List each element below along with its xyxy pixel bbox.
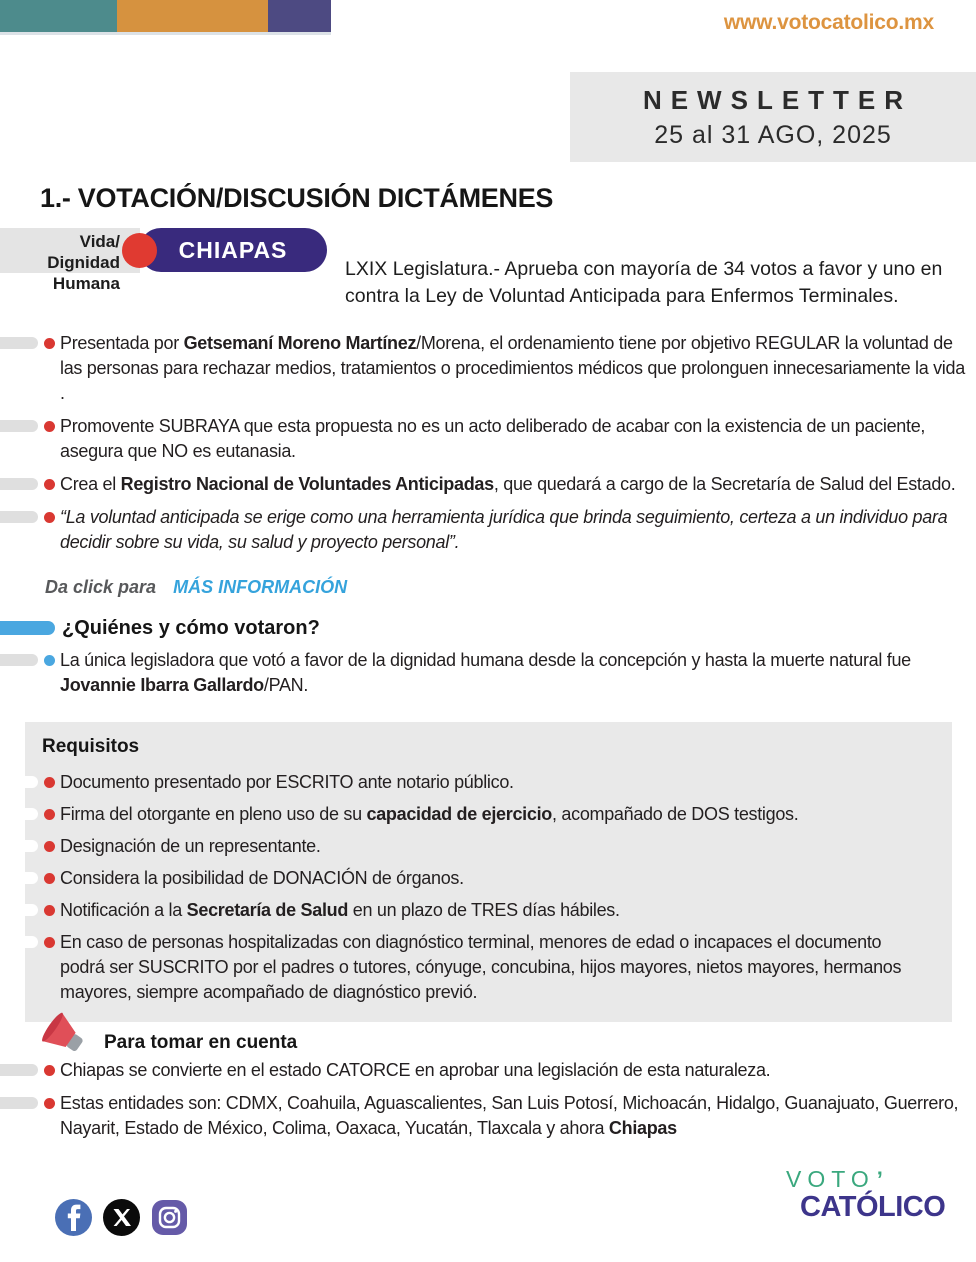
red-bullet-icon [44, 338, 55, 349]
category-line-2: Dignidad [47, 253, 120, 272]
bullet-strip [0, 654, 38, 666]
bullet-strip [0, 872, 38, 884]
bullet-text: Chiapas se convierte en el estado CATORCE en aprobar una legislación de esta naturaleza. [60, 1060, 771, 1080]
list-item [25, 898, 952, 923]
bullet-strip [0, 420, 38, 432]
red-bullet-icon [44, 777, 55, 788]
bullet-text: Notificación a la Secretaría de Salud en un plazo de TRES días hábiles. [60, 900, 620, 920]
state-badge: CHIAPAS [139, 228, 327, 272]
red-bullet-icon [44, 809, 55, 820]
logo-top-text: VOTO [786, 1166, 875, 1192]
lead-paragraph: LXIX Legislatura.- Aprueba con mayoría de 34 votos a favor y uno en contra la Ley de Voluntad Anticipada para Enfermos Terminales. [345, 257, 943, 307]
x-icon[interactable] [103, 1199, 140, 1236]
more-info-row [45, 577, 347, 598]
list-item [25, 770, 952, 795]
red-bullet-icon [44, 512, 55, 523]
red-bullet-icon [44, 873, 55, 884]
votes-bullet-list [0, 648, 976, 706]
bullet-text: Documento presentado por ESCRITO ante notario público. [60, 772, 514, 792]
blue-bar-icon [0, 621, 55, 635]
category-label [0, 231, 120, 294]
list-item [25, 802, 952, 827]
megaphone-icon [42, 1012, 94, 1064]
bullet-strip [0, 936, 38, 948]
bullet-text: Estas entidades son: CDMX, Coahuila, Aguascalientes, San Luis Potosí, Michoacán, Hidalgo, Guanajuato, Guerrero, Nayarit, Estado de México, Colima, Oaxaca, Yucatán, Tlaxcala y ahora Chiapas [60, 1093, 959, 1138]
note-heading [42, 1012, 297, 1064]
bullet-strip [0, 904, 38, 916]
red-bullet-icon [44, 1065, 55, 1076]
red-bullet-icon [44, 905, 55, 916]
bullet-strip [0, 1064, 38, 1076]
accent-bar-orange [117, 0, 268, 32]
requirements-heading: Requisitos [42, 736, 140, 757]
red-bullet-icon [44, 421, 55, 432]
bullet-text: Designación de un representante. [60, 836, 321, 856]
list-item [0, 414, 976, 464]
bullet-text: Presentada por Getsemaní Moreno Martínez/Morena, el ordenamiento tiene por objetivo REGULAR la voluntad de las personas para rechazar medios, tratamientos o procedimientos médicos que prolonguen innecesariamente la vida . [60, 333, 965, 403]
section-title: 1.- VOTACIÓN/DISCUSIÓN DICTÁMENES [40, 183, 554, 213]
red-dot-marker [122, 233, 157, 268]
more-info-prefix: Da click para [45, 577, 157, 597]
main-bullet-list [0, 331, 976, 563]
bullet-text: Promovente SUBRAYA que esta propuesta no es un acto deliberado de acabar con la existencia de un paciente, asegura que NO es eutanasia. [60, 416, 926, 461]
site-url-link[interactable]: www.votocatolico.mx [723, 11, 934, 34]
list-item [25, 930, 952, 1005]
newsletter-box [570, 72, 976, 162]
newsletter-date: 25 al 31 AGO, 2025 [654, 120, 892, 149]
bullet-strip [0, 776, 38, 788]
list-item [0, 505, 976, 555]
red-bullet-icon [44, 841, 55, 852]
requirements-box [25, 722, 952, 1022]
list-item [0, 1058, 976, 1083]
list-item [0, 331, 976, 406]
voto-catolico-logo [786, 1166, 946, 1224]
bullet-strip [0, 1097, 38, 1109]
accent-bar-teal [0, 0, 117, 32]
instagram-icon[interactable] [151, 1199, 188, 1236]
social-links [55, 1199, 188, 1236]
bullet-strip [0, 840, 38, 852]
bullet-strip [0, 511, 38, 523]
logo-accent-mark: ’ [876, 1167, 883, 1192]
votes-heading [0, 617, 320, 640]
list-item [0, 472, 976, 497]
bullet-text: La única legisladora que votó a favor de la dignidad humana desde la concepción y hasta la muerte natural fue Jovannie Ibarra Gallardo/PAN. [60, 650, 911, 695]
bullet-text: Considera la posibilidad de DONACIÓN de órganos. [60, 868, 464, 888]
votes-heading-text: ¿Quiénes y cómo votaron? [62, 617, 320, 639]
bullet-text: Firma del otorgante en pleno uso de su capacidad de ejercicio, acompañado de DOS testigos. [60, 804, 799, 824]
category-line-1: Vida/ [79, 232, 120, 251]
red-bullet-icon [44, 479, 55, 490]
facebook-icon[interactable] [55, 1199, 92, 1236]
bullet-text: Crea el Registro Nacional de Voluntades Anticipadas, que quedará a cargo de la Secretaría de Salud del Estado. [60, 474, 956, 494]
logo-bottom-text: CATÓLICO [800, 1191, 946, 1223]
note-heading-text: Para tomar en cuenta [104, 1032, 298, 1053]
newsletter-title: NEWSLETTER [642, 84, 913, 115]
list-item [25, 866, 952, 891]
bullet-strip [0, 478, 38, 490]
red-bullet-icon [44, 937, 55, 948]
note-bullet-list [0, 1058, 976, 1149]
red-bullet-icon [44, 1098, 55, 1109]
list-item [25, 834, 952, 859]
bullet-strip [0, 337, 38, 349]
list-item [0, 1091, 976, 1141]
category-line-3: Humana [52, 274, 120, 293]
more-info-link[interactable]: MÁS INFORMACIÓN [173, 577, 348, 597]
bullet-text: “La voluntad anticipada se erige como una herramienta jurídica que brinda seguimiento, certeza a un individuo para decidir sobre su vida, su salud y proyecto personal”. [60, 507, 948, 552]
accent-bar-purple [268, 0, 331, 32]
blue-bullet-icon [44, 655, 55, 666]
bullet-strip [0, 808, 38, 820]
bullet-text: En caso de personas hospitalizadas con diagnóstico terminal, menores de edad o incapaces el documento podrá ser SUSCRITO por el padres o tutores, cónyuge, concubina, hijos mayores, nietos mayores, hermanos mayores, siempre acompañado de diagnóstico previó. [60, 932, 902, 1002]
list-item [0, 648, 976, 698]
